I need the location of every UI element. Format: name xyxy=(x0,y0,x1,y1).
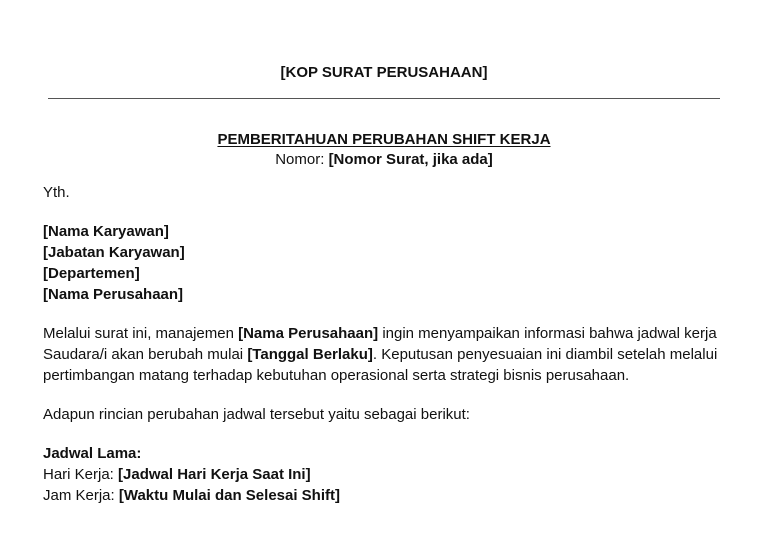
letter-number xyxy=(0,150,768,170)
p1-text-1: Melalui surat ini, manajemen xyxy=(43,325,239,342)
recipient-block xyxy=(43,221,720,305)
title-block xyxy=(0,130,768,170)
old-schedule-heading: Jadwal Lama: xyxy=(43,445,142,462)
p1-text-2: ingin menyampaikan informasi bahwa jadwal kerja Saudara/i akan berubah mulai xyxy=(43,325,717,363)
old-schedule-hours xyxy=(43,485,720,506)
number-label: Nomor: xyxy=(275,151,329,168)
number-value: [Nomor Surat, jika ada] xyxy=(328,151,493,168)
paragraph-2: Adapun rincian perubahan jadwal tersebut yaitu sebagai berikut: xyxy=(43,406,470,423)
recipient-position: [Jabatan Karyawan] xyxy=(43,244,185,261)
days-value: [Jadwal Hari Kerja Saat Ini] xyxy=(118,466,311,483)
letterhead: [KOP SURAT PERUSAHAAN] xyxy=(280,64,488,81)
letterhead-divider xyxy=(48,98,720,99)
recipient-name: [Nama Karyawan] xyxy=(43,223,169,240)
paragraph-1 xyxy=(43,323,720,386)
recipient-company: [Nama Perusahaan] xyxy=(43,286,184,303)
old-schedule xyxy=(43,443,720,506)
hours-value: [Waktu Mulai dan Selesai Shift] xyxy=(118,487,340,504)
recipient-department: [Departemen] xyxy=(43,265,140,282)
salutation: Yth. xyxy=(43,184,70,201)
p1-company: [Nama Perusahaan] xyxy=(238,325,379,342)
letter-title: PEMBERITAHUAN PERUBAHAN SHIFT KERJA xyxy=(217,131,551,148)
days-label: Hari Kerja: xyxy=(43,466,119,483)
p1-text-3: . Keputusan penyesuaian ini diambil setelah melalui pertimbangan matang terhadap kebutuhan operasional serta strategi bisnis perusahaan. xyxy=(43,346,718,384)
old-schedule-days xyxy=(43,464,720,485)
p1-effective-date: [Tanggal Berlaku] xyxy=(247,346,373,363)
hours-label: Jam Kerja: xyxy=(43,487,119,504)
letter-body xyxy=(43,182,720,506)
